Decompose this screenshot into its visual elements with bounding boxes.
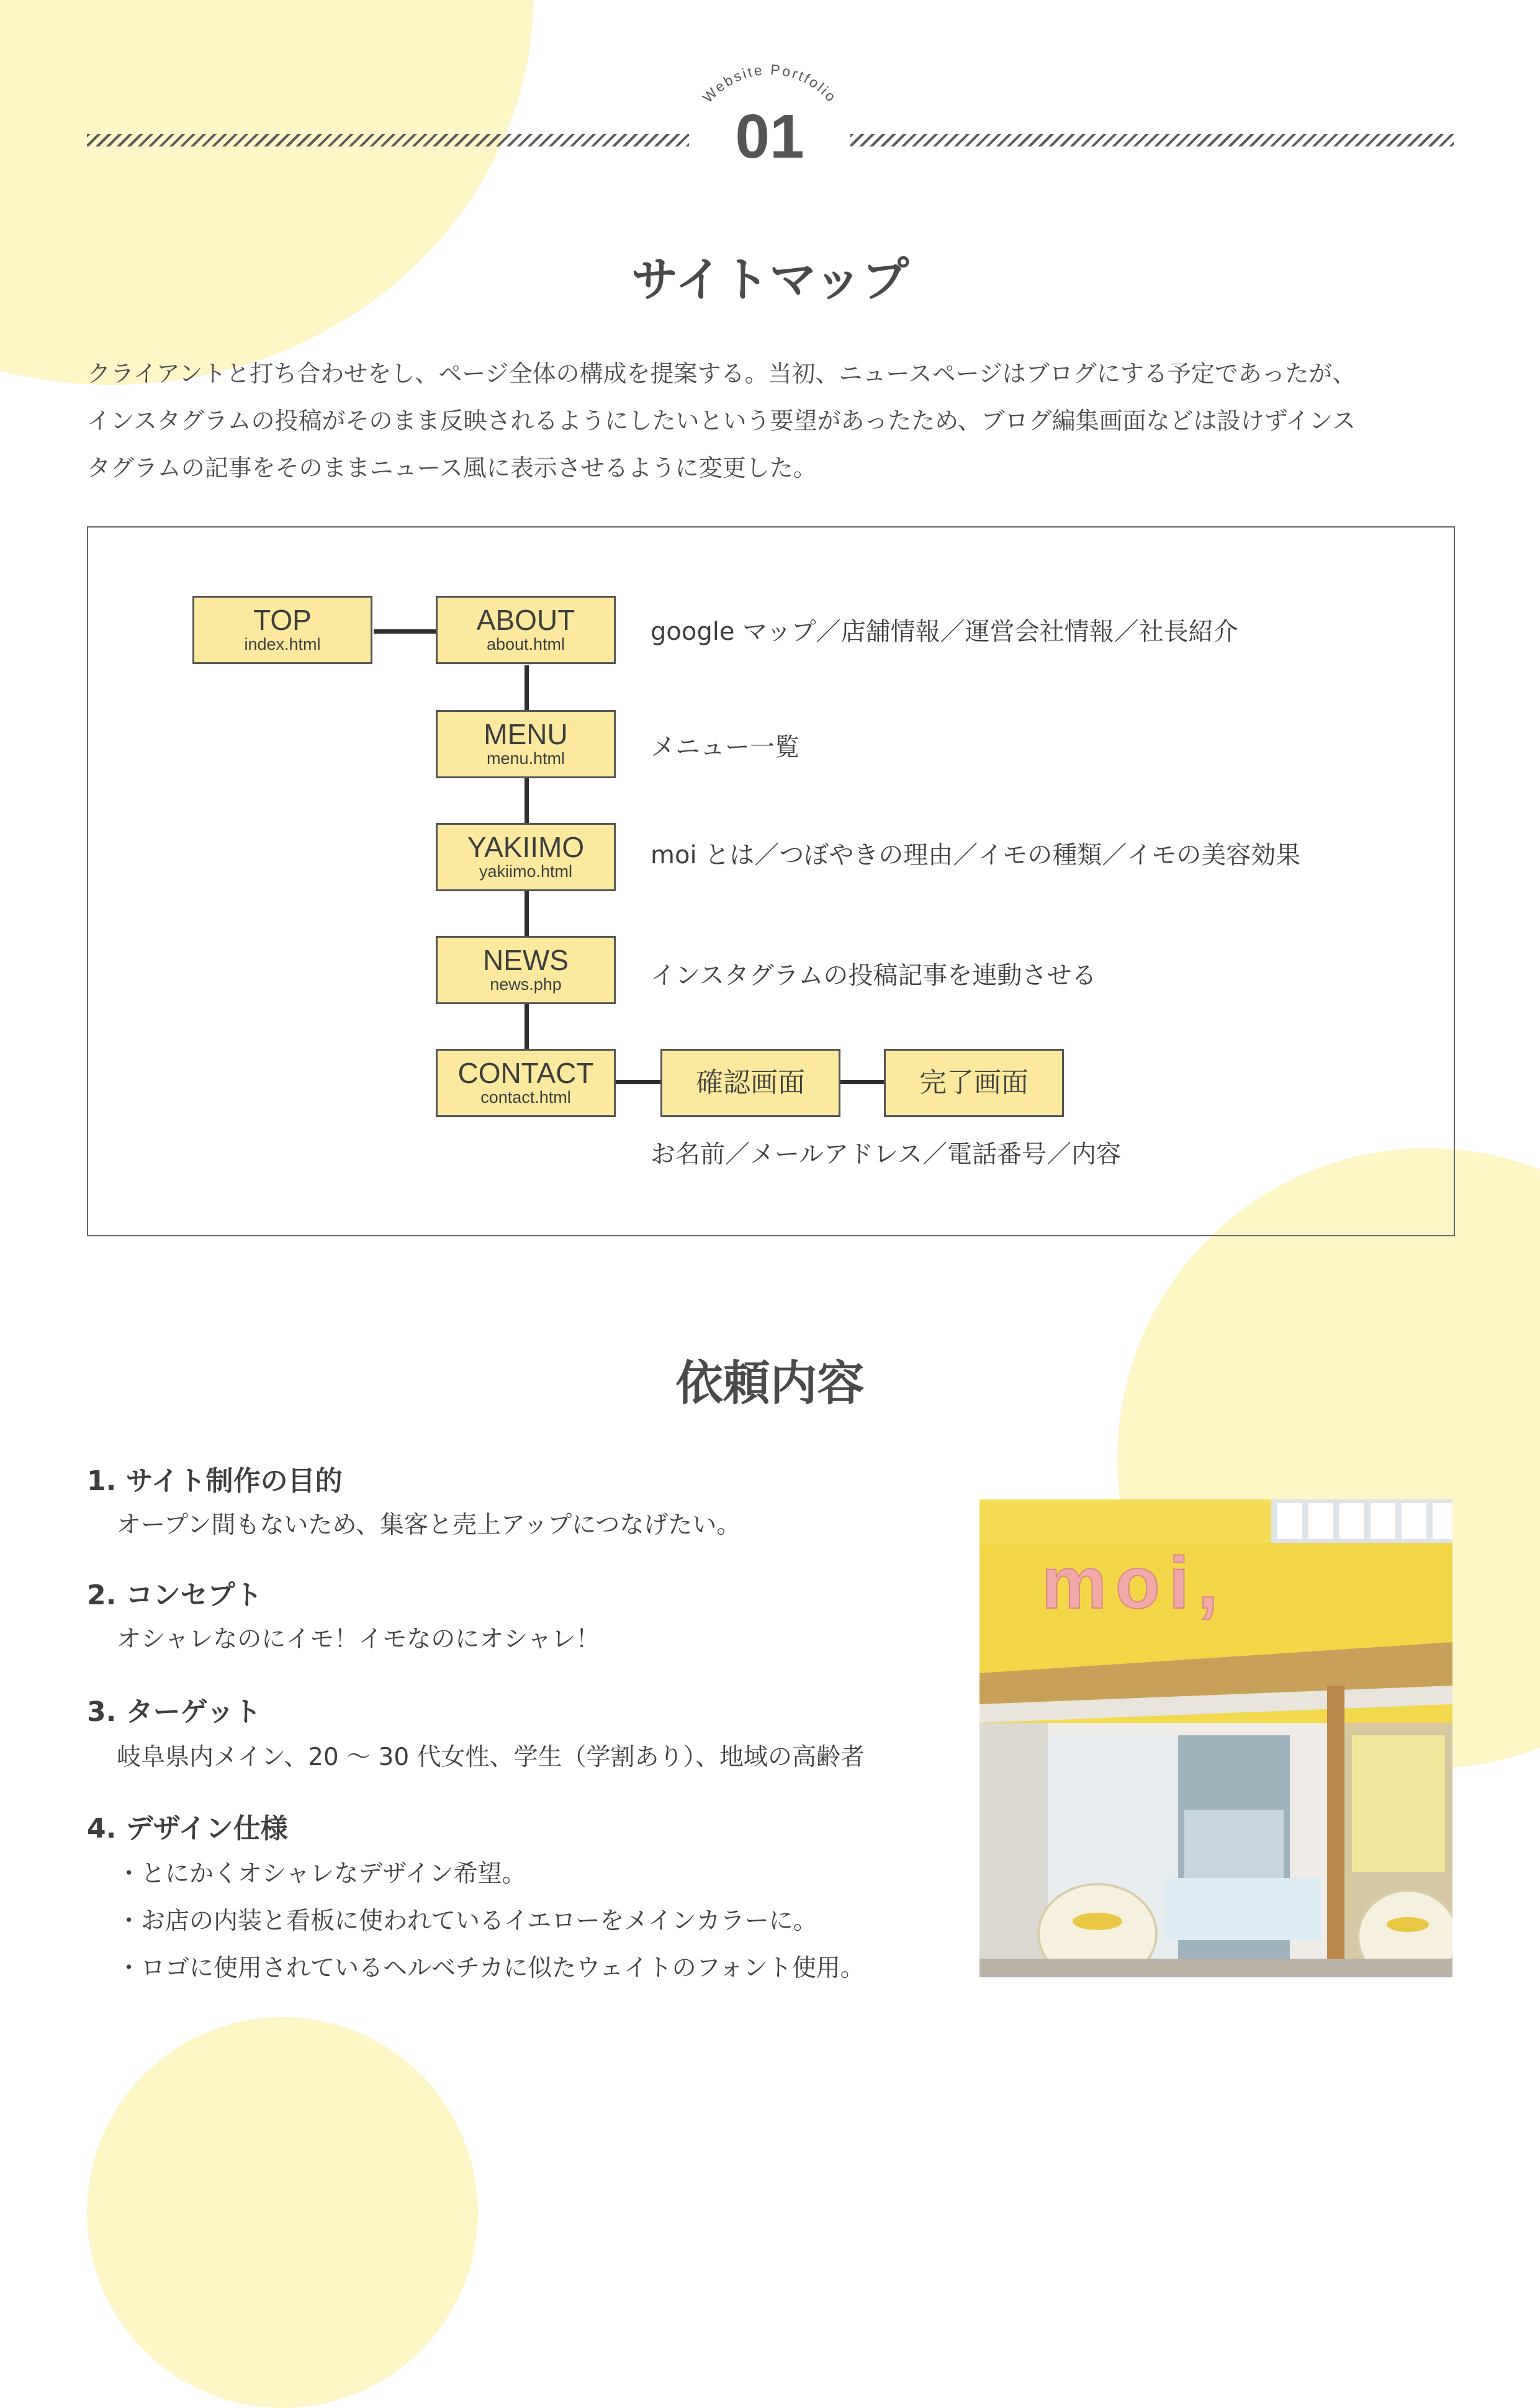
svg-text:Website Portfolio: Website Portfolio xyxy=(699,61,840,106)
sitemap-intro xyxy=(87,350,1459,492)
node-name: ABOUT xyxy=(476,604,575,636)
hatched-rule-left xyxy=(87,134,689,146)
connector-top-about xyxy=(374,629,436,634)
intro-line: タグラムの記事をそのままニュース風に表示させるように変更した。 xyxy=(87,454,817,482)
item-body: オシャレなのにイモ！イモなのにオシャレ！ xyxy=(117,1625,600,1653)
hatched-rule-right xyxy=(850,134,1454,146)
item-title: 3. ターゲット xyxy=(87,1696,261,1728)
node-name: MENU xyxy=(484,718,568,750)
node-name: YAKIIMO xyxy=(467,831,585,863)
node-complete xyxy=(884,1049,1064,1117)
node-about xyxy=(436,596,616,664)
storefront-photo xyxy=(979,1499,1452,1977)
node-file: index.html xyxy=(244,635,321,654)
decorative-circle-bottom-left xyxy=(87,2017,478,2408)
node-name: NEWS xyxy=(483,944,569,976)
design-bullet: ・お店の内装と看板に使われているイエローをメインカラーに。 xyxy=(117,1907,817,1935)
decorative-circle-top-left xyxy=(0,0,534,385)
connector-contact-confirm xyxy=(616,1080,660,1084)
node-file: about.html xyxy=(486,635,565,654)
node-confirm xyxy=(660,1049,840,1117)
intro-line: インスタグラムの投稿がそのまま反映されるようにしたいという要望があったため、ブログ編集画面などは設けずインス xyxy=(87,407,1356,434)
sitemap-diagram xyxy=(87,526,1455,1236)
node-file: contact.html xyxy=(480,1088,571,1107)
design-bullet: ・ロゴに使用されているヘルベチカに似たウェイトのフォント使用。 xyxy=(117,1954,865,1982)
sitemap-title: サイトマップ xyxy=(631,252,909,307)
node-top xyxy=(192,596,372,664)
sign-logo: moi, xyxy=(1042,1542,1227,1624)
desc-news: インスタグラムの投稿記事を連動させる xyxy=(651,961,1097,990)
desc-about: google マップ／店舗情報／運営会社情報／社長紹介 xyxy=(651,618,1238,646)
node-contact xyxy=(436,1049,616,1117)
node-file: yakiimo.html xyxy=(479,862,573,881)
node-menu xyxy=(436,710,616,778)
request-title: 依頼内容 xyxy=(675,1355,865,1411)
item-title: 4. デザイン仕様 xyxy=(87,1813,288,1844)
connector-confirm-complete xyxy=(840,1080,884,1084)
page-number: 01 xyxy=(735,102,804,171)
item-title: 2. コンセプト xyxy=(87,1579,263,1611)
design-bullet: ・とにかくオシャレなデザイン希望。 xyxy=(117,1860,526,1888)
node-yakiimo xyxy=(436,823,616,891)
node-file: news.php xyxy=(490,975,562,994)
item-body: オープン間もないため、集客と売上アップにつなげたい。 xyxy=(117,1511,741,1539)
intro-line: クライアントと打ち合わせをし、ページ全体の構成を提案する。当初、ニュースページはブログにする予定であったが、 xyxy=(87,360,1356,387)
desc-contact: お名前／メールアドレス／電話番号／内容 xyxy=(651,1140,1121,1169)
item-title: 1. サイト制作の目的 xyxy=(87,1465,343,1497)
desc-menu: メニュー一覧 xyxy=(651,733,799,761)
node-name: 完了画面 xyxy=(919,1067,1029,1098)
node-name: TOP xyxy=(253,604,312,636)
item-body: 岐阜県内メイン、20 〜 30 代女性、学生（学割あり）、地域の高齢者 xyxy=(117,1743,865,1771)
node-name: CONTACT xyxy=(457,1057,594,1089)
desc-yakiimo: moi とは／つぼやきの理由／イモの種類／イモの美容効果 xyxy=(651,841,1301,869)
node-news xyxy=(436,936,616,1004)
node-name: 確認画面 xyxy=(696,1067,805,1098)
node-file: menu.html xyxy=(486,749,565,768)
